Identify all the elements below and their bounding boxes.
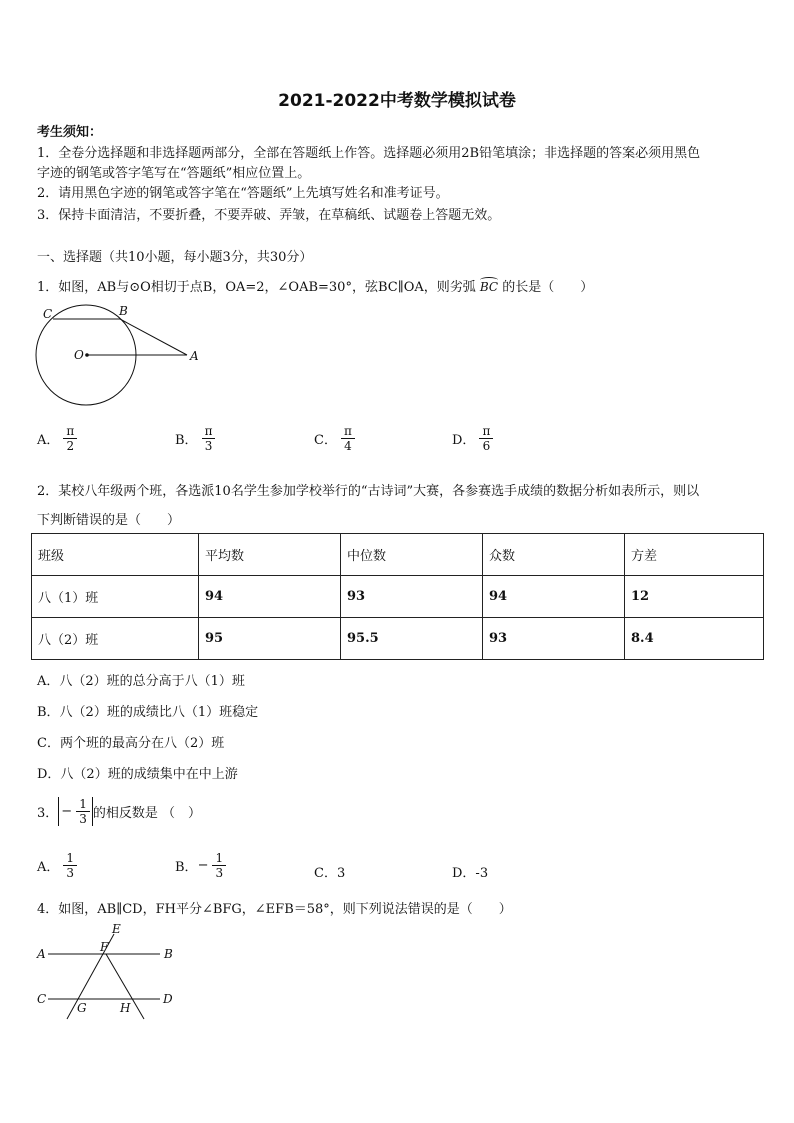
minus-sign: −	[197, 858, 209, 873]
question-2-line-2: 下判断错误的是（ ）	[37, 513, 181, 528]
label-c: C	[37, 992, 47, 1006]
option-c[interactable]: C．3	[314, 866, 346, 881]
table-cell: 94	[483, 576, 625, 618]
label-a: A	[37, 947, 46, 961]
table-header-cell: 平均数	[199, 534, 341, 576]
table-header-cell: 中位数	[341, 534, 483, 576]
label-o: O	[74, 348, 84, 362]
label-f: F	[100, 940, 109, 954]
table-cell: 93	[341, 576, 483, 618]
question-3-stem: 的相反数是 （ ）	[92, 806, 201, 821]
table-cell: 93	[483, 618, 625, 660]
notice-item: 字迹的钢笔或答字笔写在“答题纸”相应位置上。	[37, 166, 311, 181]
label-d: D	[163, 992, 173, 1006]
numerator: π	[341, 424, 355, 439]
table-cell: 八（1）班	[32, 576, 199, 618]
table-cell: 94	[199, 576, 341, 618]
option-fraction	[63, 851, 77, 880]
numerator: π	[479, 424, 493, 439]
question-3-text	[37, 797, 201, 826]
circle-tangent-figure	[34, 302, 200, 410]
option-d[interactable]: D．-3	[452, 866, 489, 881]
option-letter: B．	[175, 433, 198, 448]
label-g: G	[77, 1001, 87, 1015]
option-fraction	[202, 424, 216, 453]
question-1-stem: 1．如图，AB与⊙O相切于点B，OA=2，∠OAB=30°，弦BC∥OA，则劣弧	[37, 280, 476, 295]
denominator: 6	[482, 439, 491, 453]
table-header-row	[32, 534, 764, 576]
denominator: 3	[204, 439, 213, 453]
label-c: C	[43, 307, 53, 321]
option-letter: A．	[37, 860, 60, 875]
option-b[interactable]	[175, 424, 215, 453]
table-cell: 八（2）班	[32, 618, 199, 660]
label-e: E	[112, 922, 121, 936]
denominator: 3	[215, 866, 224, 880]
table-cell: 8.4	[625, 618, 764, 660]
option-letter: C．	[314, 433, 337, 448]
parallel-lines-figure	[34, 920, 184, 1028]
option-letter: B．	[175, 860, 198, 875]
score-analysis-table	[31, 533, 764, 660]
minus-sign: −	[61, 804, 73, 819]
notice-item: 3．保持卡面清洁，不要折叠，不要弄破、弄皱，在草稿纸、试题卷上答题无效。	[37, 208, 501, 223]
option-c[interactable]	[314, 424, 355, 453]
denominator: 4	[344, 439, 352, 453]
option-d[interactable]	[452, 424, 493, 453]
numerator: π	[202, 424, 216, 439]
option-a[interactable]	[37, 424, 77, 453]
denominator: 3	[79, 812, 87, 826]
notice-heading: 考生须知：	[37, 125, 103, 140]
numerator: 1	[63, 851, 77, 866]
table-row	[32, 576, 764, 618]
fraction	[76, 797, 90, 826]
option-fraction	[63, 424, 77, 453]
option-fraction	[341, 424, 355, 453]
table-cell: 95.5	[341, 618, 483, 660]
question-1-text	[37, 276, 593, 295]
denominator: 3	[66, 866, 75, 880]
arc-bc-symbol: BC	[479, 280, 499, 294]
table-cell: 12	[625, 576, 764, 618]
option-a[interactable]: A．八（2）班的总分高于八（1）班	[37, 674, 245, 689]
option-letter: A．	[37, 433, 60, 448]
option-c[interactable]: C．两个班的最高分在八（2）班	[37, 736, 225, 751]
table-header-cell: 方差	[625, 534, 764, 576]
question-2-line-1: 2．某校八年级两个班，各选派10名学生参加学校举行的“古诗词”大赛，各参赛选手成绩的数据分析如表所示，则以	[37, 484, 700, 499]
option-b[interactable]: B．八（2）班的成绩比八（1）班稳定	[37, 705, 259, 720]
numerator: 1	[76, 797, 90, 812]
label-b: B	[119, 304, 128, 318]
table-header-cell: 班级	[32, 534, 199, 576]
absolute-value-expression	[58, 797, 93, 826]
option-a[interactable]	[37, 851, 77, 880]
option-b[interactable]	[175, 851, 226, 880]
table-header-cell: 众数	[483, 534, 625, 576]
option-fraction	[479, 424, 493, 453]
label-h: H	[120, 1001, 131, 1015]
notice-item: 1．全卷分选择题和非选择题两部分，全部在答题纸上作答。选择题必须用2B铅笔填涂；非选择题的答案必须用黑色	[37, 146, 701, 161]
question-1-stem-end: 的长是（ ）	[502, 280, 594, 295]
table-row	[32, 618, 764, 660]
page-title: 2021-2022中考数学模拟试卷	[278, 91, 516, 111]
label-b: B	[164, 947, 173, 961]
option-letter: D．	[452, 433, 476, 448]
option-fraction	[212, 851, 226, 880]
center-point	[85, 353, 89, 357]
numerator: 1	[212, 851, 226, 866]
question-4-text: 4．如图，AB∥CD，FH平分∠BFG，∠EFB＝58°，则下列说法错误的是（ ）	[37, 902, 512, 917]
question-number: 3．	[37, 806, 59, 821]
tangent-ab	[120, 319, 187, 355]
notice-item: 2．请用黑色字迹的钢笔或答字笔在“答题纸”上先填写姓名和准考证号。	[37, 186, 449, 201]
table-cell: 95	[199, 618, 341, 660]
denominator: 2	[66, 439, 75, 453]
numerator: π	[63, 424, 77, 439]
label-a: A	[190, 349, 199, 363]
option-d[interactable]: D．八（2）班的成绩集中在中上游	[37, 767, 238, 782]
section-heading: 一、选择题（共10小题，每小题3分，共30分）	[37, 250, 313, 265]
